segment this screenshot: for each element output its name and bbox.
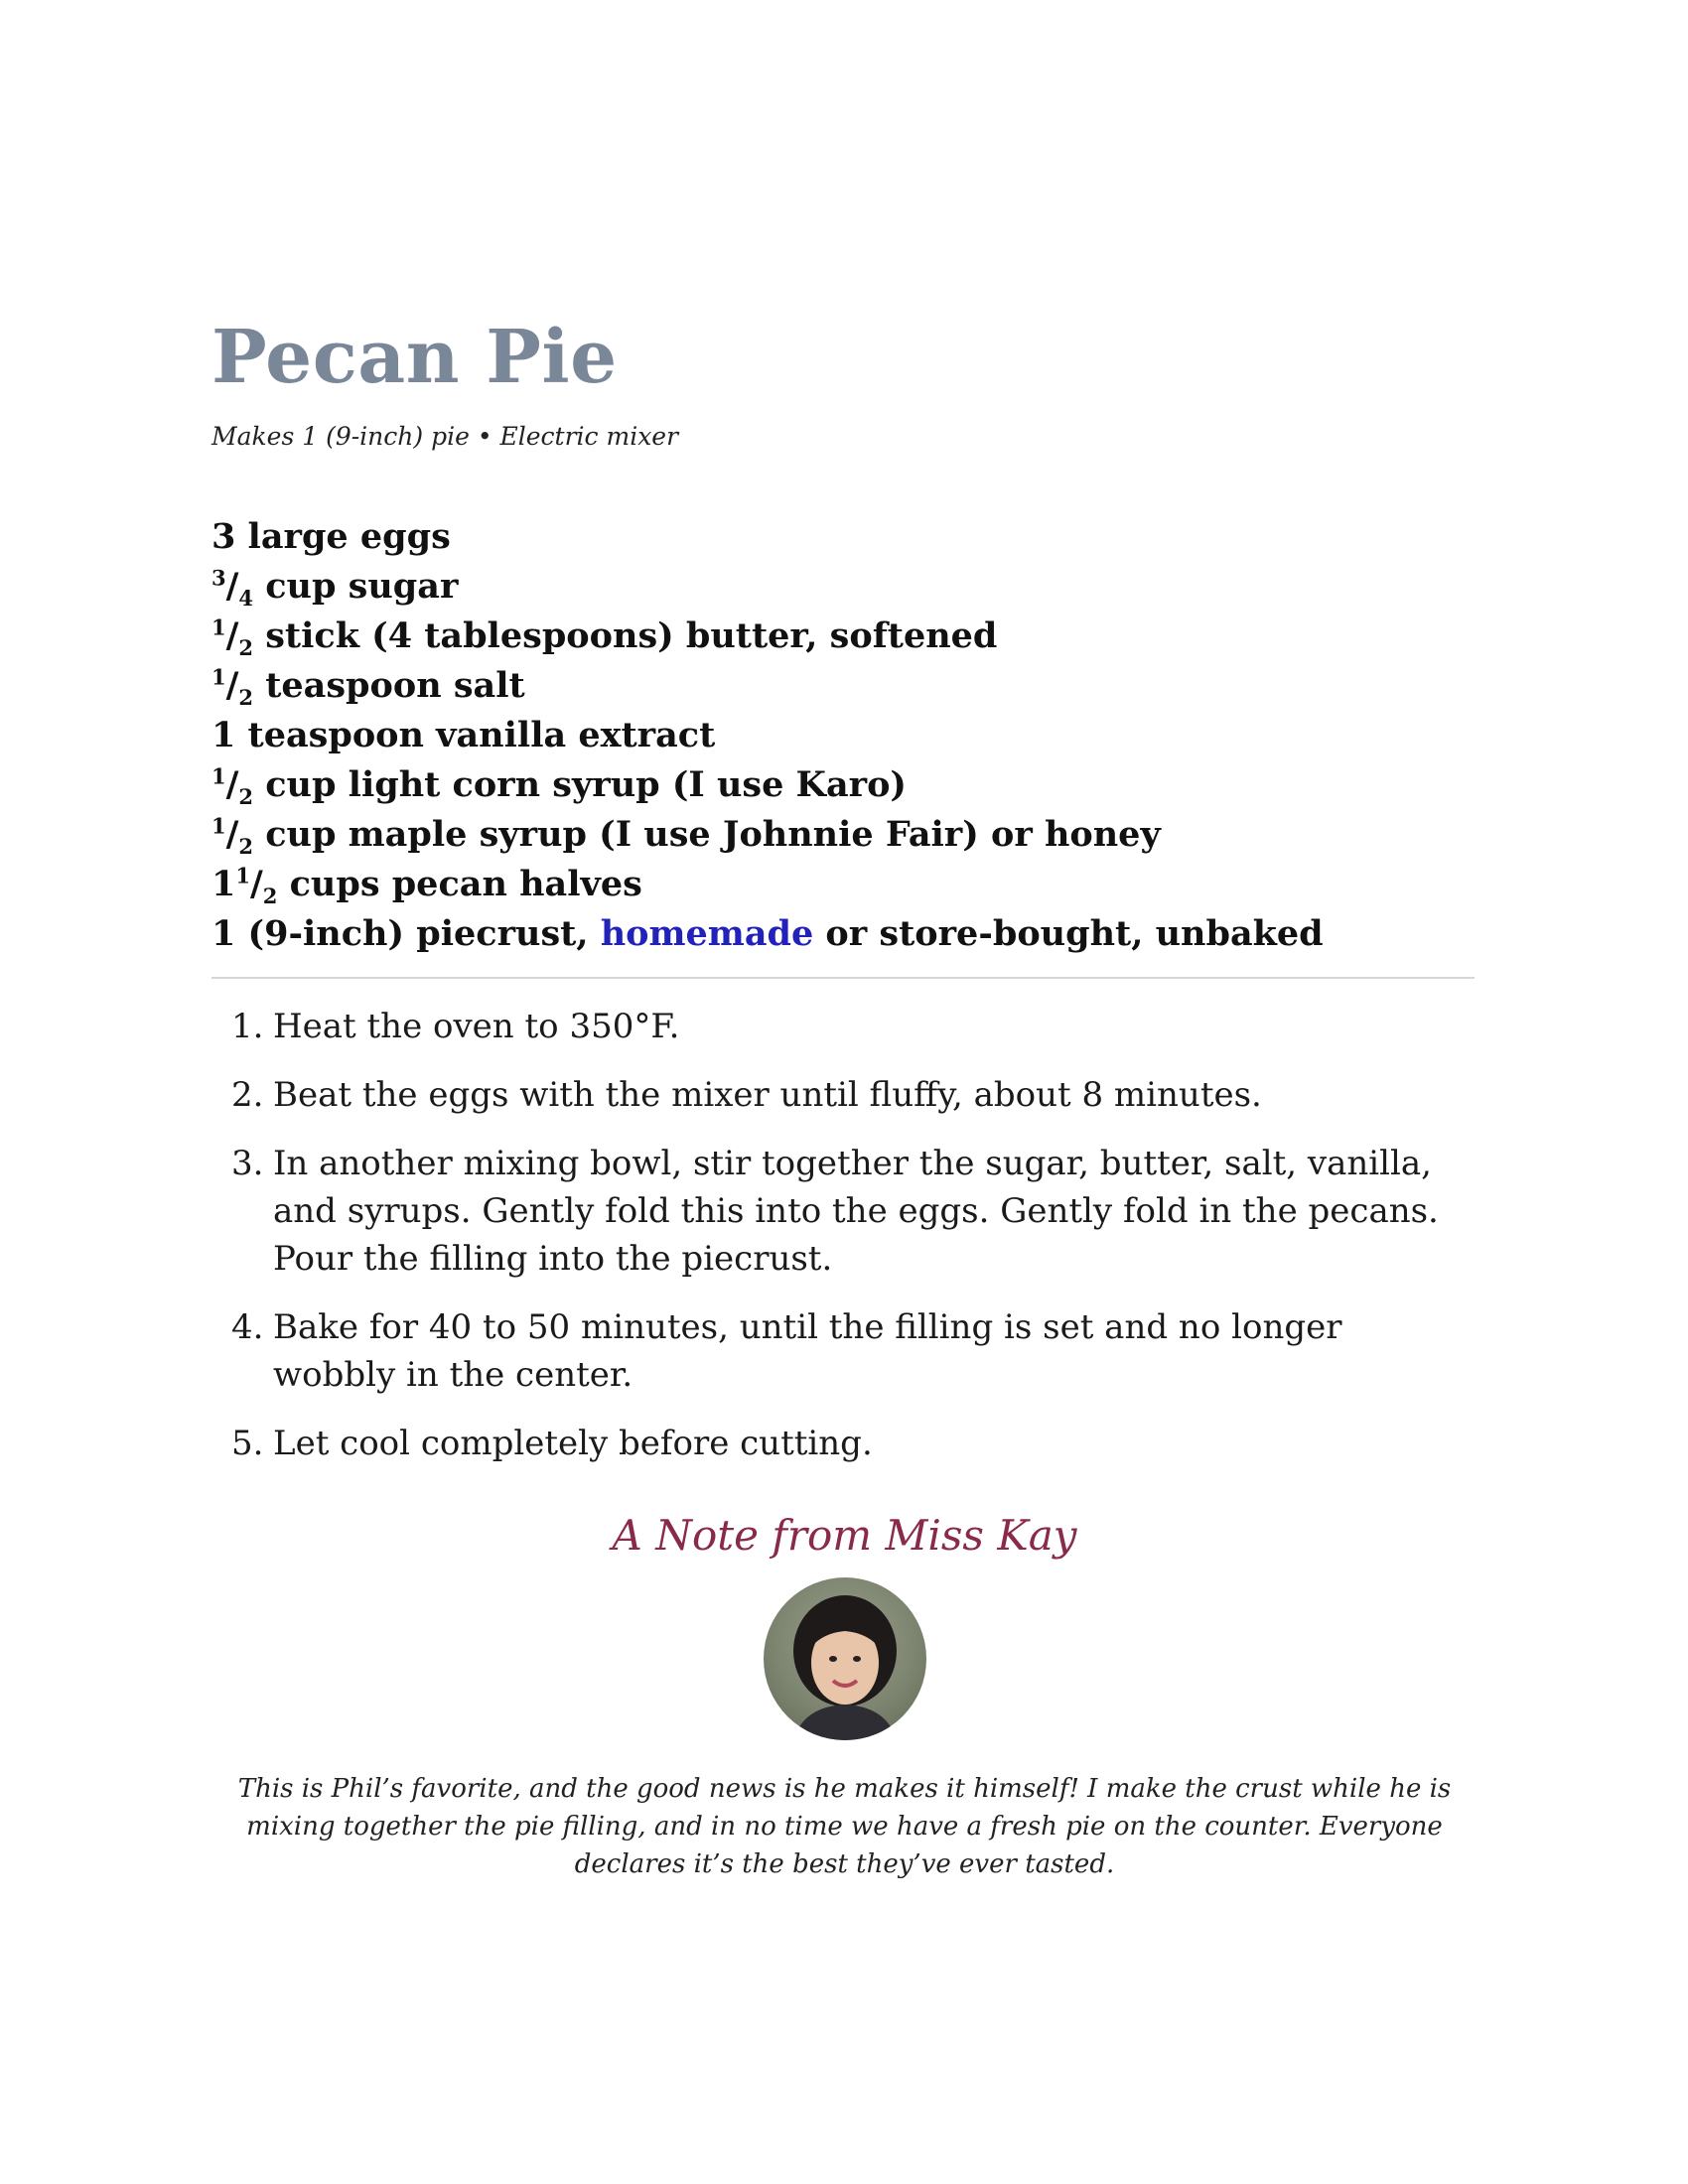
- ingredient-list: [211, 512, 1477, 959]
- note-text: This is Phil’s favorite, and the good news is he makes it himself! I make the crust while he is mixing together the pie filling, and in no time we have a fresh pie on the counter. Everyone declares it’s the best they’ve ever tasted.: [237, 1774, 1452, 1880]
- ingredient-item: 1 teaspoon vanilla extract: [211, 715, 716, 756]
- step-item: 5. Let cool completely before cutting.: [231, 1424, 873, 1464]
- ingredient-item: $1^1/_2$ cups pecan halves: [211, 863, 642, 909]
- divider: [211, 977, 1475, 979]
- ingredient-item: $^1/_2$ stick (4 tablespoons) butter, softened: [211, 614, 998, 661]
- ingredient-item: $^1/_2$ cup maple syrup (I use Johnnie Fair) or honey: [211, 813, 1161, 860]
- avatar: [764, 1577, 926, 1740]
- step-list: [211, 1003, 1477, 1467]
- note-heading: A Note from Miss Kay: [612, 1511, 1077, 1561]
- step-item: 2. Beat the eggs with the mixer until fluffy, about 8 minutes.: [231, 1075, 1262, 1116]
- homemade-link[interactable]: homemade: [600, 913, 814, 955]
- ingredient-item: $^3/_4$ cup sugar: [211, 565, 459, 612]
- recipe-page: [211, 315, 1477, 1883]
- portrait-icon: [764, 1577, 926, 1740]
- step-item: 4. Bake for 40 to 50 minutes, until the filling is set and no longer wobbly in the center.: [231, 1307, 1342, 1396]
- step-item: 1. Heat the oven to 350°F.: [231, 1007, 680, 1047]
- ingredient-item: 1 (9-inch) piecrust, homemade or store-bought, unbaked: [211, 913, 1324, 955]
- ingredient-item: $^1/_2$ teaspoon salt: [211, 664, 525, 711]
- ingredient-item: 3 large eggs: [211, 516, 451, 558]
- recipe-title: Pecan Pie: [211, 315, 618, 400]
- avatar-container: [211, 1577, 1477, 1740]
- ingredient-item: $^1/_2$ cup light corn syrup (I use Karo): [211, 763, 907, 810]
- recipe-subtitle: Makes 1 (9-inch) pie • Electric mixer: [211, 422, 679, 452]
- step-item: 3. In another mixing bowl, stir together the sugar, butter, salt, vanilla, and syrups. Gently fold this into the eggs. Gently fold in the pecans. Pour the filling into the piecrust.: [231, 1144, 1439, 1280]
